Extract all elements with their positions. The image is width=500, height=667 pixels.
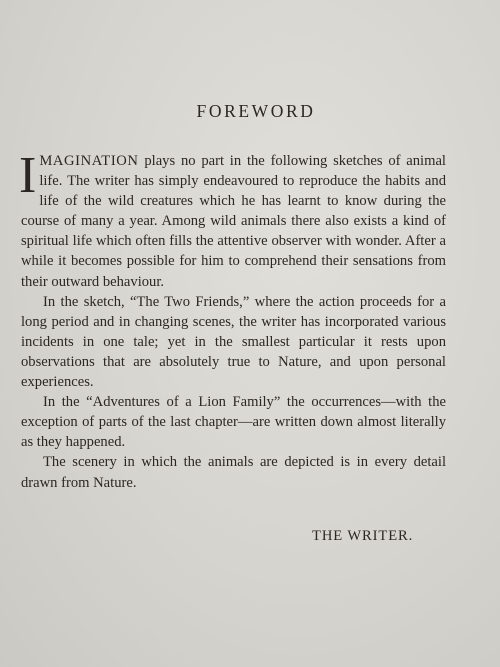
paragraph-1 [19, 147, 446, 292]
paragraph-1-text: plays no part in the following sketches of animal life. The writer has simply endeavoured to reproduce the habits and life of the wild creatures which he has learnt to know during the course of many a year. Among wild animals there also exists a kind of spiritual life which often fills the attentive observer with wonder. After a while it becomes possible for him to comprehend their sensations from their outward behaviour. [21, 153, 446, 290]
paragraph-2: In the sketch, “The Two Friends,” where the action proceeds for a long period and in changing scenes, the writer has incorporated various incidents in one tale; yet in the smallest particular it rests upon observations that are absolutely true to Nature, and upon personal experiences. [21, 293, 446, 391]
paragraph-4: The scenery in which the animals are depicted is in every detail drawn from Nature. [21, 454, 446, 491]
paragraph-3: In the “Adventures of a Lion Family” the occurrences—with the exception of parts of the last chapter—are written down almost literally as they happened. [21, 394, 446, 451]
signature: THE WRITER. [312, 528, 414, 544]
page-title: FOREWORD [196, 101, 316, 121]
opening-word: MAGINATION [39, 153, 139, 169]
foreword-body [19, 147, 446, 493]
drop-cap: I [19, 147, 37, 204]
